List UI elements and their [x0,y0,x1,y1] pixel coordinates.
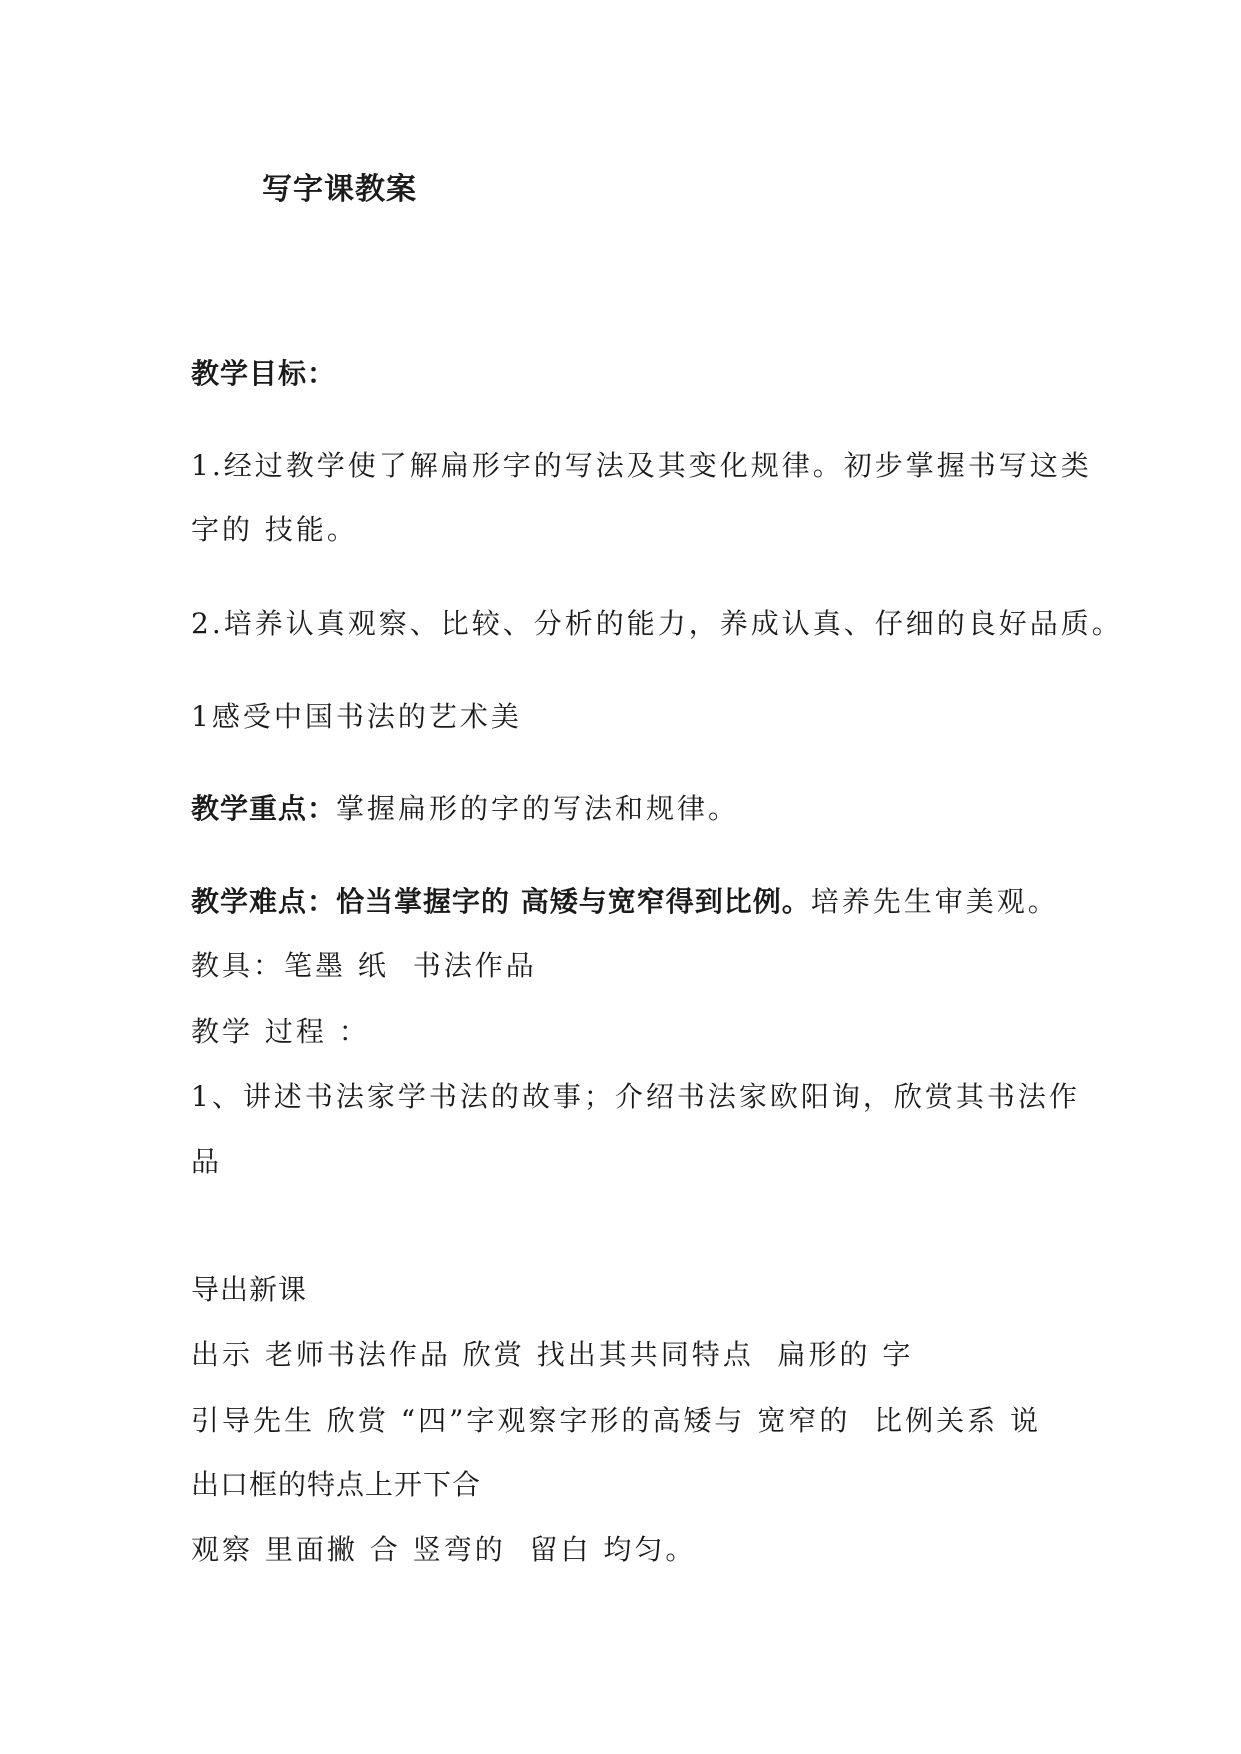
key-point-text: 掌握扁形的字的写法和规律。 [336,792,740,825]
guide-line-2: 出口框的特点上开下合 [191,1468,482,1501]
goal-3: 1感受中国书法的艺术美 [191,700,522,733]
goal-2: 2.培养认真观察、比较、分析的能力，养成认真、仔细的良好品质。 [191,607,1123,640]
difficulty-label: 教学难点：恰当掌握字的 高矮与宽窄得到比例。 [191,885,811,918]
key-point-label: 教学重点： [191,792,337,825]
teaching-process: 教学 过程 ： [191,1015,370,1048]
guide-line-1: 引导先生 欣赏 “四”字观察字形的高矮与 宽窄的 比例关系 说 [191,1404,1042,1437]
goal-1-line-2: 字的 技能。 [191,513,358,546]
observe-line: 观察 里面撇 合 竖弯的 留白 均匀。 [191,1533,697,1566]
step-1-line-1: 1、讲述书法家学书法的故事；介绍书法家欧阳询，欣赏其书法作 [191,1080,1080,1113]
difficulty-point [191,884,1059,920]
difficulty-text: 培养先生审美观。 [810,885,1059,918]
key-point [191,791,739,827]
step-1-line-2: 品 [191,1145,223,1178]
document-title: 写字课教案 [262,172,417,207]
goals-heading: 教学目标： [191,357,337,390]
goal-1-line-1: 1.经过教学使了解扁形字的写法及其变化规律。初步掌握书写这类 [191,449,1092,482]
teaching-tools: 教具：笔墨 纸 书法作品 [191,949,537,982]
show-line: 出示 老师书法作品 欣赏 找出其共同特点 扁形的 字 [191,1338,914,1371]
new-lesson: 导出新课 [191,1273,308,1306]
